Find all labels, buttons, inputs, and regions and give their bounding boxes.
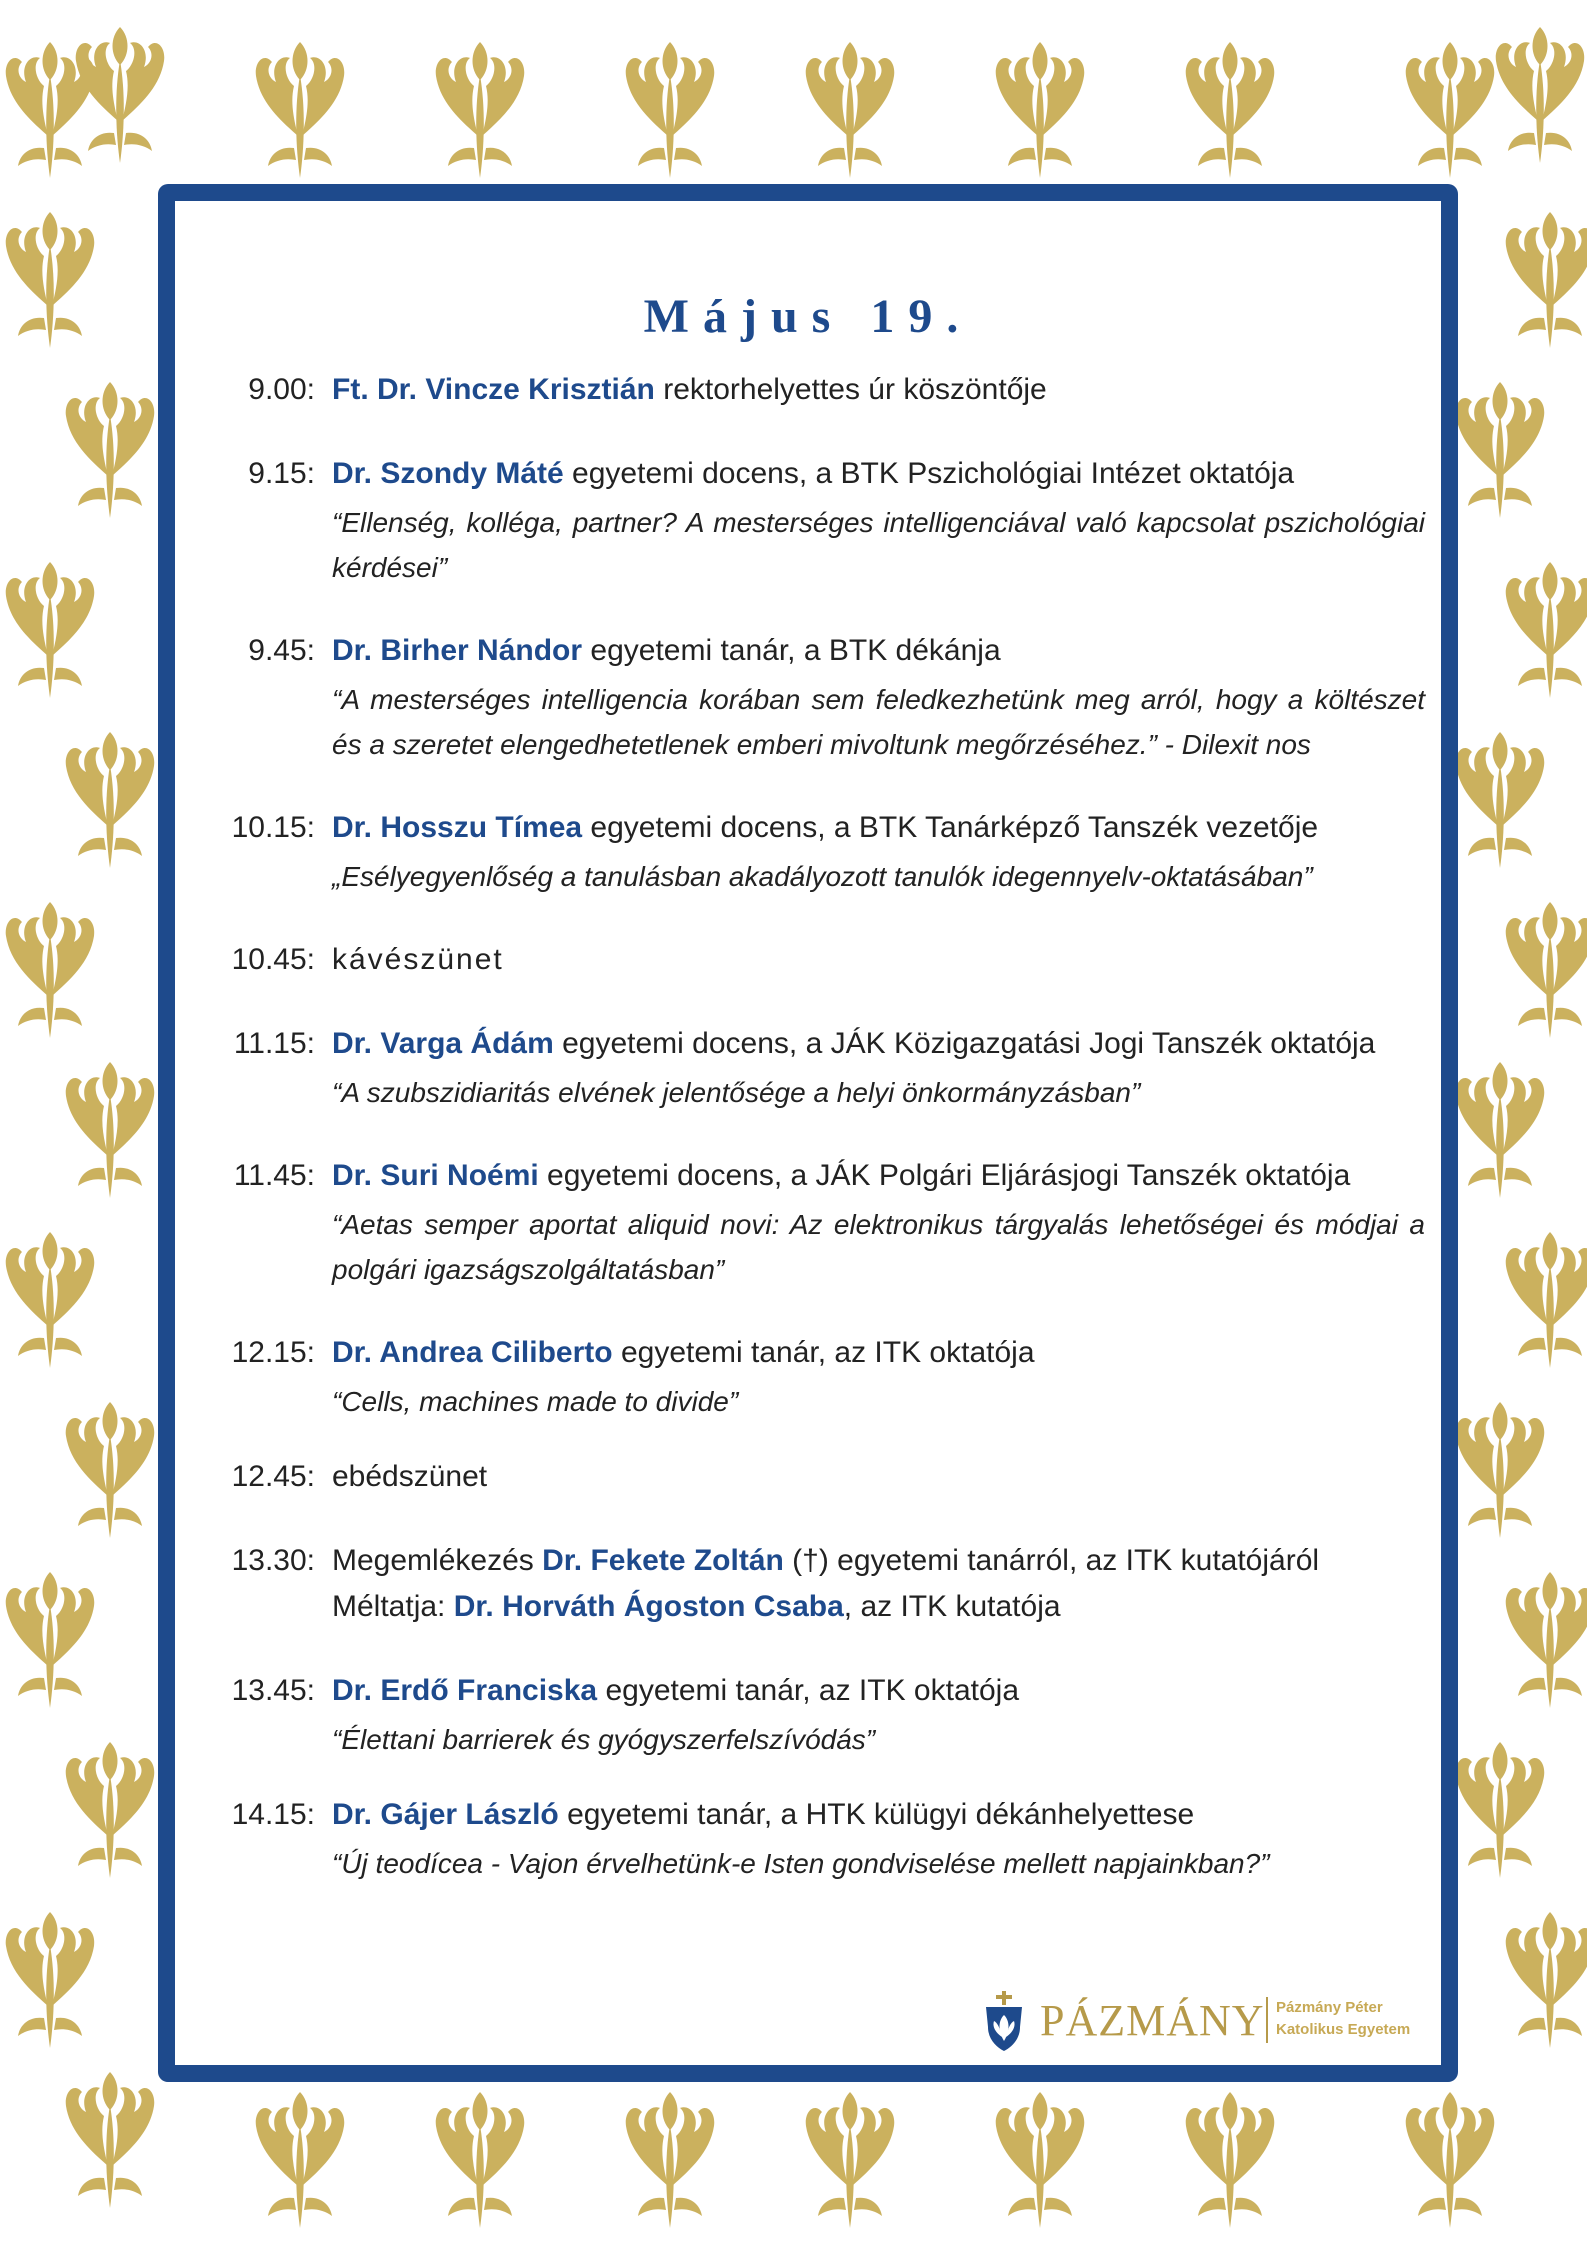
line-text: egyetemi tanár, a HTK külügyi dékánhelyettese: [558, 1798, 1195, 1831]
speaker-name: Dr. Hosszu Tímea: [332, 811, 583, 844]
talk-title: „Esélyegyenlőség a tanulásban akadályozott tanulók idegennyelv-oktatásában”: [332, 861, 1313, 892]
speaker-name: Dr. Suri Noémi: [332, 1159, 539, 1192]
entry-line: [332, 1792, 1425, 1838]
entry-body: [332, 1330, 1425, 1424]
entry-line: [332, 1021, 1425, 1067]
talk-title: “A mesterséges intelligencia korában sem feledkezhetünk meg arról, hogy a költészet és a szeretet elengedhetetlenek emberi mivoltunk megőrzéséhez.” - Dilexit nos: [332, 684, 1425, 760]
talk-title: “Élettani barrierek és gyógyszerfelszívódás”: [332, 1724, 876, 1755]
logo-divider: [1266, 1997, 1268, 2043]
line-prefix: Megemlékezés: [332, 1544, 543, 1577]
entry-line: [332, 805, 1425, 851]
talk-title: “A szubszidiaritás elvének jelentősége a helyi önkormányzásban”: [332, 1077, 1141, 1108]
talk-title: “Ellenség, kolléga, partner? A mesterséges intelligenciával való kapcsolat pszichológiai kérdései”: [332, 507, 1425, 583]
program-entry: [175, 1153, 1441, 1292]
program-entry: [175, 1330, 1441, 1424]
entry-time: 11.15:: [233, 1027, 315, 1060]
entry-line: [332, 1454, 1425, 1500]
entry-time: 14.15:: [231, 1798, 315, 1831]
program-entry: [175, 937, 1441, 983]
logo-wordmark: PÁZMÁNY: [1040, 1996, 1265, 2045]
line-prefix: Méltatja:: [332, 1590, 454, 1623]
line-text: egyetemi tanár, a BTK dékánja: [582, 634, 1001, 667]
speaker-name: Dr. Fekete Zoltán: [542, 1544, 784, 1577]
entry-line: [332, 1538, 1425, 1584]
line-text: egyetemi docens, a JÁK Polgári Eljárásjogi Tanszék oktatója: [538, 1159, 1351, 1192]
entry-line: [332, 1668, 1425, 1714]
program-list: [175, 367, 1441, 1916]
talk-title: “Cells, machines made to divide”: [332, 1386, 739, 1417]
entry-body: [332, 1792, 1425, 1886]
line-text: rektorhelyettes úr köszöntője: [654, 373, 1047, 406]
entry-time: 9.45:: [248, 634, 315, 667]
entry-body: [332, 1538, 1425, 1630]
entry-time: 9.15:: [248, 457, 315, 490]
speaker-name: Ft. Dr. Vincze Krisztián: [332, 373, 655, 406]
entry-time: 9.00:: [248, 373, 315, 406]
line-text: egyetemi docens, a BTK Pszichológiai Intézet oktatója: [563, 457, 1295, 490]
entry-body: [332, 937, 1425, 983]
entry-line: [332, 1584, 1425, 1630]
entry-body: [332, 451, 1425, 590]
program-entry: [175, 367, 1441, 413]
entry-line: [332, 451, 1425, 497]
entry-time: 13.45:: [231, 1674, 315, 1707]
entry-body: [332, 1454, 1425, 1500]
program-entry: [175, 1668, 1441, 1762]
logo-subtitle: [1276, 1997, 1410, 2041]
speaker-name: Dr. Gájer László: [332, 1798, 559, 1831]
entry-time: 12.45:: [231, 1460, 315, 1493]
speaker-name: Dr. Erdő Franciska: [332, 1674, 598, 1707]
speaker-name: Dr. Birher Nándor: [332, 634, 583, 667]
logo-subtitle-line2: Katolikus Egyetem: [1276, 2021, 1411, 2038]
program-entry: [175, 1792, 1441, 1886]
program-entry: [175, 1454, 1441, 1500]
entry-line: [332, 937, 1425, 983]
line-text: egyetemi docens, a BTK Tanárképző Tanszék vezetője: [582, 811, 1319, 844]
program-entry: [175, 805, 1441, 899]
speaker-name: Dr. Horváth Ágoston Csaba: [453, 1590, 844, 1623]
entry-body: [332, 1668, 1425, 1762]
entry-line: [332, 367, 1425, 413]
line-text: , az ITK kutatója: [843, 1590, 1061, 1623]
talk-title: “Aetas semper aportat aliquid novi: Az elektronikus tárgyalás lehetőségei és módjai a polgári igazságszolgáltatásban”: [332, 1209, 1425, 1285]
entry-body: [332, 1021, 1425, 1115]
entry-body: [332, 628, 1425, 767]
entry-body: [332, 805, 1425, 899]
program-entry: [175, 1021, 1441, 1115]
line-text: egyetemi tanár, az ITK oktatója: [597, 1674, 1019, 1707]
line-text: egyetemi docens, a JÁK Közigazgatási Jogi Tanszék oktatója: [553, 1027, 1376, 1060]
entry-time: 12.15:: [231, 1336, 315, 1369]
page-title: Május 19.: [643, 290, 973, 343]
program-frame: [158, 184, 1458, 2082]
entry-line: [332, 1153, 1425, 1199]
speaker-name: Dr. Andrea Ciliberto: [332, 1336, 613, 1369]
entry-time: 13.30:: [231, 1544, 315, 1577]
entry-body: [332, 367, 1425, 413]
entry-time: 11.45:: [233, 1159, 315, 1192]
program-entry: [175, 451, 1441, 590]
program-entry: [175, 628, 1441, 767]
line-text: kávészünet: [332, 943, 504, 976]
talk-title: “Új teodícea - Vajon érvelhetünk-e Isten gondviselése mellett napjainkban?”: [332, 1848, 1270, 1879]
entry-body: [332, 1153, 1425, 1292]
entry-time: 10.45:: [231, 943, 315, 976]
speaker-name: Dr. Szondy Máté: [332, 457, 564, 490]
program-entry: [175, 1538, 1441, 1630]
entry-line: [332, 628, 1425, 674]
line-text: ebédszünet: [332, 1460, 488, 1493]
pazmany-logo: [980, 1991, 1450, 2051]
line-text: egyetemi tanár, az ITK oktatója: [612, 1336, 1035, 1369]
logo-subtitle-line1: Pázmány Péter: [1276, 1999, 1383, 2016]
university-emblem-icon: [980, 1991, 1028, 2053]
entry-time: 10.15:: [231, 811, 315, 844]
speaker-name: Dr. Varga Ádám: [332, 1027, 554, 1060]
entry-line: [332, 1330, 1425, 1376]
line-text: (†) egyetemi tanárról, az ITK kutatójáról: [783, 1544, 1320, 1577]
